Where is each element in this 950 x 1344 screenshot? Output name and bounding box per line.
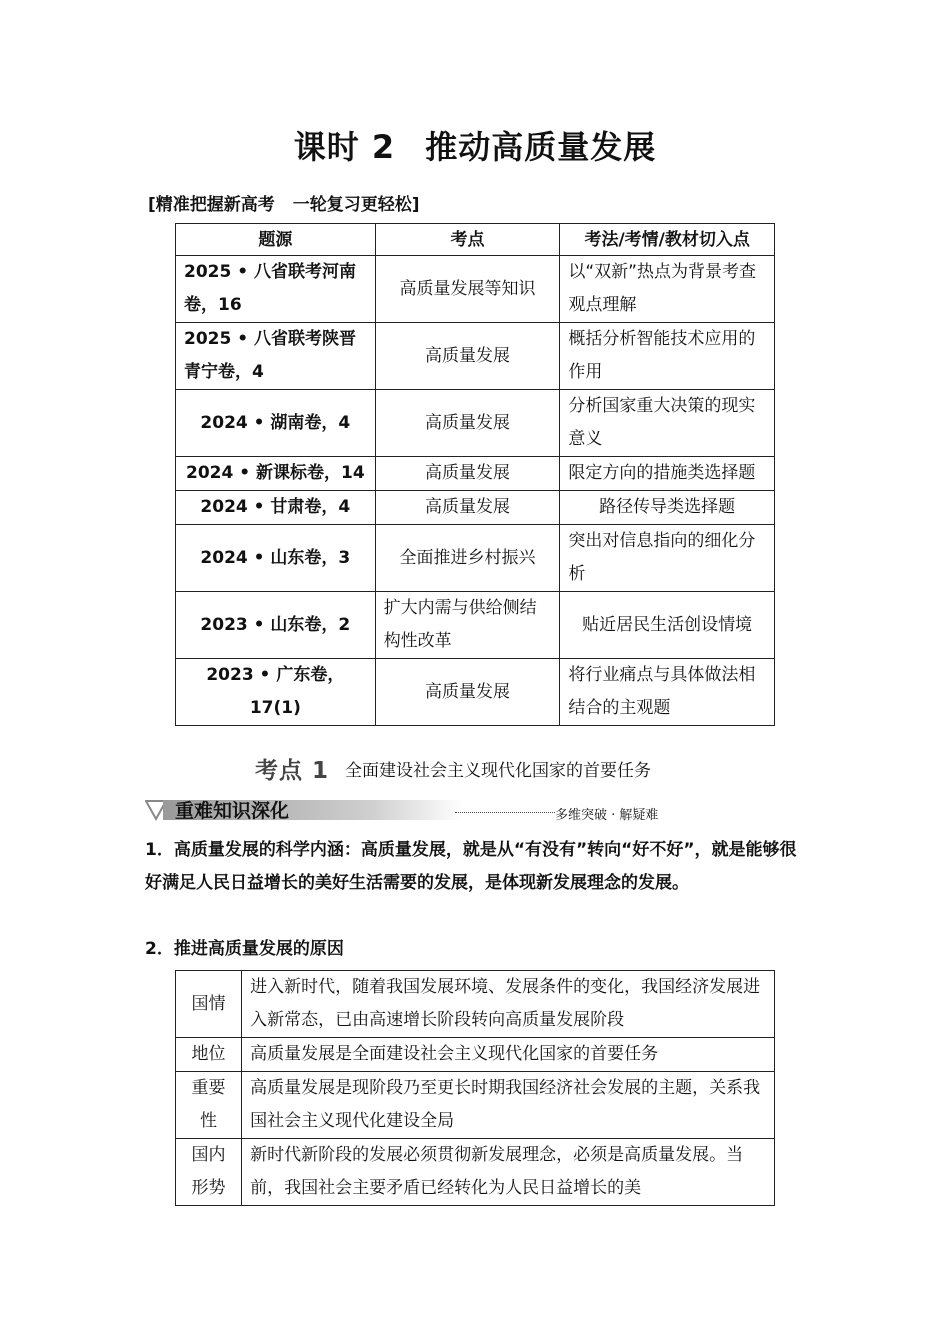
- row-point: 全面推进乡村振兴: [375, 525, 560, 592]
- header-point: 考点: [375, 224, 560, 256]
- page-title: [0, 122, 950, 168]
- row-value: 进入新时代，随着我国发展环境、发展条件的变化，我国经济发展进入新常态，已由高速增长阶段转向高质量发展阶段: [242, 971, 775, 1038]
- table-row: [176, 525, 775, 592]
- row-point: 高质量发展: [375, 390, 560, 457]
- row-key: 重要性: [176, 1072, 242, 1139]
- subheading-part1: [精准把握新高考: [148, 195, 275, 215]
- row-source: 2024 • 新课标卷，14: [176, 457, 376, 491]
- table-row: [176, 1072, 775, 1139]
- table-row: [176, 971, 775, 1038]
- row-key: 国内形势: [176, 1139, 242, 1206]
- row-value: 高质量发展是全面建设社会主义现代化国家的首要任务: [242, 1038, 775, 1072]
- lesson-number: 课时 2: [293, 128, 396, 166]
- row-point: 高质量发展: [375, 659, 560, 726]
- row-method: 限定方向的措施类选择题: [560, 457, 775, 491]
- row-method: 以“双新”热点为背景考查观点理解: [560, 256, 775, 323]
- table-row: [176, 659, 775, 726]
- subheading: [148, 190, 420, 215]
- row-method: 突出对信息指向的细化分析: [560, 525, 775, 592]
- row-source: 2025 • 八省联考陕晋青宁卷，4: [176, 323, 376, 390]
- banner-label: 重难知识深化: [175, 800, 290, 822]
- paragraph-science-meaning: 1．高质量发展的科学内涵：高质量发展，就是从“有没有”转向“好不好”，就是能够很好满足人民日益增长的美好生活需要的发展，是体现新发展理念的发展。: [145, 840, 797, 893]
- paragraph-reasons-heading: 2．推进高质量发展的原因: [145, 939, 344, 959]
- kaodian-tag: 考点 1: [255, 758, 330, 784]
- row-method: 路径传导类选择题: [560, 491, 775, 525]
- row-source: 2024 • 湖南卷，4: [176, 390, 376, 457]
- row-point: 高质量发展等知识: [375, 256, 560, 323]
- table-row: [176, 256, 775, 323]
- table-row: [176, 1139, 775, 1206]
- subheading-part2: 一轮复习更轻松]: [292, 195, 420, 215]
- row-point: 高质量发展: [375, 491, 560, 525]
- row-key: 国情: [176, 971, 242, 1038]
- table-row: [176, 1038, 775, 1072]
- row-source: 2024 • 甘肃卷，4: [176, 491, 376, 525]
- row-method: 将行业痛点与具体做法相结合的主观题: [560, 659, 775, 726]
- table-row: [176, 491, 775, 525]
- row-method: 分析国家重大决策的现实意义: [560, 390, 775, 457]
- row-value: 新时代新阶段的发展必须贯彻新发展理念，必须是高质量发展。当前，我国社会主要矛盾已经转化为人民日益增长的美: [242, 1139, 775, 1206]
- table-row: [176, 390, 775, 457]
- row-point: 扩大内需与供给侧结构性改革: [375, 592, 560, 659]
- row-source: 2024 • 山东卷，3: [176, 525, 376, 592]
- table-header-row: [176, 224, 775, 256]
- row-point: 高质量发展: [375, 457, 560, 491]
- kaodian-heading: [255, 752, 651, 785]
- section-banner: [145, 795, 659, 825]
- row-value: 高质量发展是现阶段乃至更长时期我国经济社会发展的主题，关系我国社会主义现代化建设全局: [242, 1072, 775, 1139]
- table-row: [176, 323, 775, 390]
- kaodian-title: 全面建设社会主义现代化国家的首要任务: [345, 761, 652, 781]
- exam-source-table: [175, 223, 775, 726]
- lesson-title: 推动高质量发展: [425, 128, 657, 166]
- row-key: 地位: [176, 1038, 242, 1072]
- header-source: 题源: [176, 224, 376, 256]
- row-point: 高质量发展: [375, 323, 560, 390]
- row-source: 2025 • 八省联考河南卷，16: [176, 256, 376, 323]
- table-row: [176, 592, 775, 659]
- reason-table: [175, 970, 775, 1206]
- banner-subtitle: 多维突破 · 解疑难: [555, 808, 659, 823]
- row-source: 2023 • 山东卷，2: [176, 592, 376, 659]
- row-source: 2023 • 广东卷，17(1): [176, 659, 376, 726]
- row-method: 概括分析智能技术应用的作用: [560, 323, 775, 390]
- header-method: 考法/考情/教材切入点: [560, 224, 775, 256]
- table-row: [176, 457, 775, 491]
- row-method: 贴近居民生活创设情境: [560, 592, 775, 659]
